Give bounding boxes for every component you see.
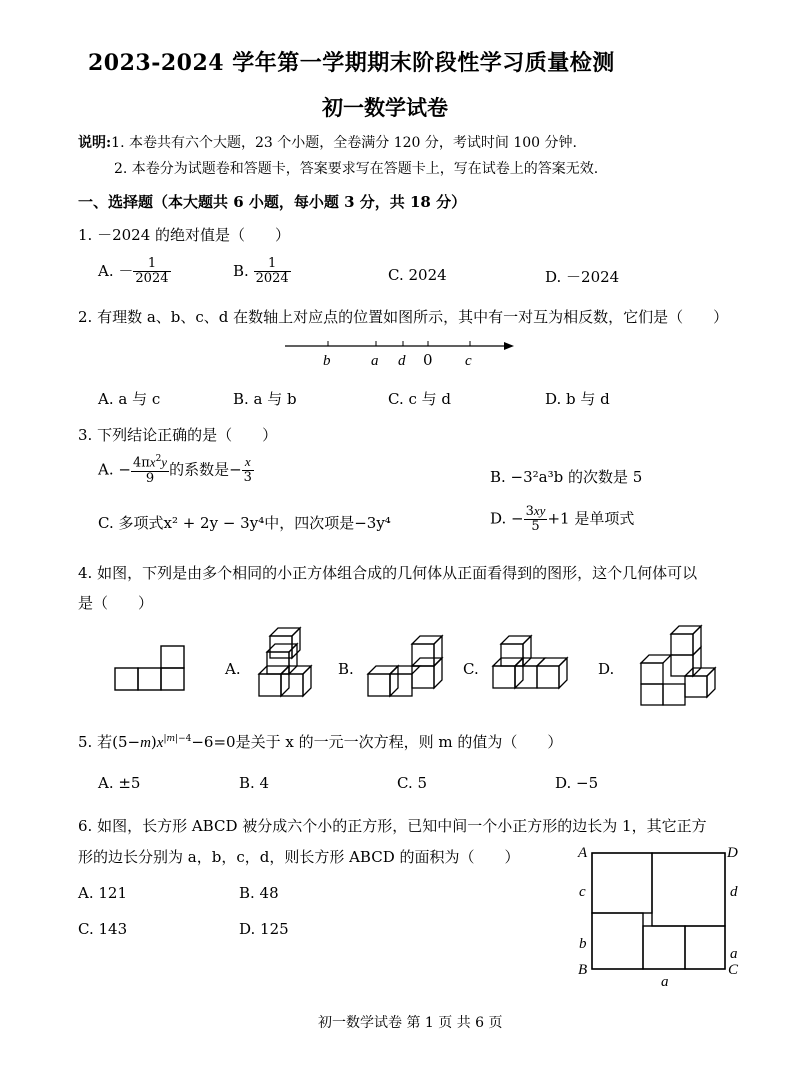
label-a-bottom: a: [661, 974, 669, 990]
label-c: c: [579, 884, 586, 900]
q1-b-label: B.: [233, 261, 249, 280]
square-a1: [643, 926, 685, 969]
q4-stem-1: 4. 如图，下列是由多个相同的小正方体组合成的几何体从正面看得到的图形，这个几何体可以: [78, 564, 698, 582]
q2-option-c: C. c 与 d: [388, 390, 452, 408]
label-a-right: a: [730, 946, 738, 962]
square-d: [652, 853, 725, 926]
q6-stem-1: 6. 如图，长方形 ABCD 被分成六个小的正方形，已知中间一个小正方形的边长为 1，其它正方: [78, 817, 707, 835]
square-a2: [685, 926, 725, 969]
q6-stem-2: 形的边长分别为 a，b，c，d，则长方形 ABCD 的面积为（ ）: [78, 848, 520, 866]
q4-option-d: D.: [598, 660, 615, 678]
q6-option-a: A. 121: [78, 884, 127, 902]
axis-label-0: 0: [423, 351, 433, 369]
q5-option-d: D. −5: [555, 774, 599, 792]
q5-stem-post: 是关于 x 的一元一次方程，则 m 的值为（ ）: [235, 733, 563, 751]
axis-label-d: d: [398, 353, 406, 369]
q1-b-den: 2024: [255, 271, 289, 287]
q3-option-a: A. − $\frac{4\pi x^2y}{9}$ 的系数是− $\frac{x}{3}$: [98, 454, 252, 486]
q2-option-d: D. b 与 d: [545, 390, 610, 408]
q1-stem: 1. －2024 的绝对值是（ ）: [78, 226, 291, 244]
notes-label: 说明:: [78, 135, 112, 151]
q4-stem-2: 是（ ）: [78, 594, 154, 612]
q4-option-c: C.: [463, 660, 479, 678]
q4-option-b: B.: [338, 660, 354, 678]
square-c: [592, 853, 652, 913]
note-2: 2. 本卷分为试题卷和答题卡，答案要求写在答题卡上，写在试卷上的答案无效.: [114, 161, 599, 177]
q3-stem: 3. 下列结论正确的是（ ）: [78, 426, 278, 444]
q3-d-label: D.: [490, 509, 507, 528]
q3-d-text: +1 是单项式: [547, 509, 635, 528]
label-d: d: [730, 884, 738, 900]
axis-label-c: c: [465, 353, 472, 369]
q3-option-b: B. −3²a³b 的次数是 5: [490, 468, 643, 486]
label-C: C: [728, 962, 739, 978]
q3-a-fraction: $\frac{4\pi x^2y}{9}$: [132, 454, 168, 486]
exam-subtitle: 初一数学试卷: [322, 95, 448, 120]
square-b: [592, 913, 643, 969]
q3-option-d: D. − $\frac{3xy}{5}$ +1 是单项式: [490, 503, 635, 535]
q1-b-num: 1: [254, 257, 291, 272]
q1-a-label: A.: [98, 261, 114, 280]
label-b: b: [579, 936, 587, 952]
axis-label-a: a: [371, 353, 379, 369]
rect-abcd: [592, 853, 725, 969]
q5-option-a: A. ±5: [98, 774, 141, 792]
axis-label-b: b: [323, 353, 331, 369]
q3-a-text: 的系数是: [169, 460, 230, 479]
q3-d-fraction: $\frac{3xy}{5}$: [525, 503, 546, 535]
label-D: D: [727, 845, 738, 861]
q5-stem-pre: 5. 若: [78, 733, 113, 751]
q5-option-c: C. 5: [397, 774, 428, 792]
q6-option-b: B. 48: [239, 884, 279, 902]
q2-option-b: B. a 与 b: [233, 390, 297, 408]
q1-a-den: 2024: [135, 271, 169, 287]
q1-option-d: D. －2024: [545, 268, 620, 286]
page-footer: 初一数学试卷 第 1 页 共 6 页: [318, 1015, 503, 1031]
label-A: A: [578, 845, 588, 861]
q5-equation: $(5-m)x^{|m|-4}-6=0$: [112, 733, 236, 751]
q1-a-neg: －: [118, 261, 134, 280]
q3-option-c: C. 多项式x² + 2y − 3y⁴中，四次项是−3y⁴: [98, 514, 391, 532]
q6-option-d: D. 125: [239, 920, 289, 938]
note-1: 1. 本卷共有六个大题，23 个小题，全卷满分 120 分，考试时间 100 分钟.: [111, 135, 577, 151]
q5-option-b: B. 4: [239, 774, 270, 792]
exam-title: 2023-2024 学年第一学期期末阶段性学习质量检测: [88, 50, 615, 76]
section-1-title: 一、选择题（本大题共 6 小题，每小题 3 分，共 18 分）: [78, 193, 467, 211]
label-B: B: [578, 962, 588, 978]
q1-a-num: 1: [133, 257, 170, 272]
q2-option-a: A. a 与 c: [98, 390, 161, 408]
q1-option-c: C. 2024: [388, 266, 447, 284]
q3-a-label: A.: [98, 460, 114, 479]
q2-stem: 2. 有理数 a、b、c、d 在数轴上对应点的位置如图所示，其中有一对互为相反数，它们是（ ）: [78, 308, 729, 326]
q6-option-c: C. 143: [78, 920, 128, 938]
q4-option-a: A.: [225, 660, 241, 678]
